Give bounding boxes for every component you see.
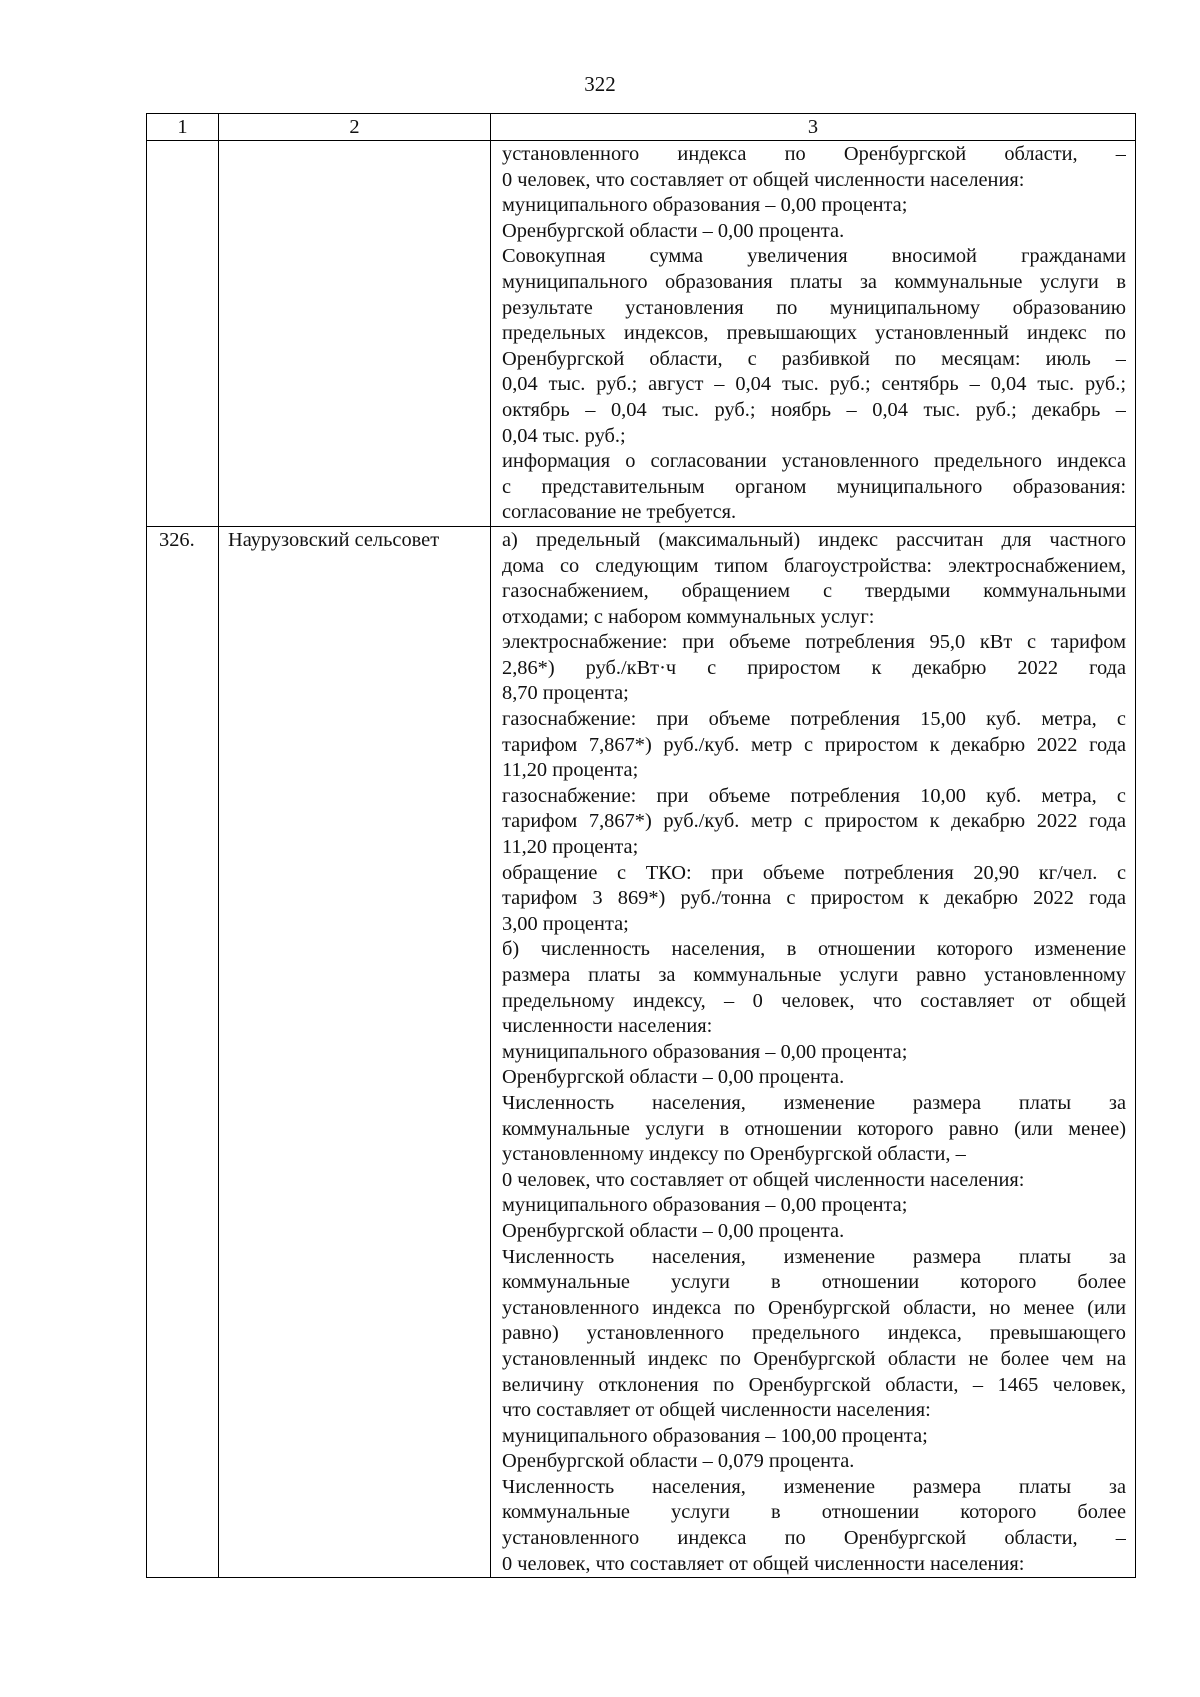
text-line: тарифом 7,867*) руб./куб. метр с приростом к декабрю 2022 года [502, 810, 1126, 833]
text-line: 3,00 процента; [502, 912, 629, 935]
text-line: муниципального образования – 0,00 процента; [502, 194, 908, 217]
text-line: Оренбургской области – 0,00 процента. [502, 1219, 845, 1242]
text-line: установленному индексу по Оренбургской области, – [502, 1143, 966, 1166]
text-line: Совокупная сумма увеличения вносимой гражданами [502, 245, 1126, 268]
text-line: Оренбургской области – 0,00 процента. [502, 219, 845, 242]
text-line: Оренбургской области – 0,079 процента. [502, 1450, 855, 1473]
column-header-2: 2 [219, 114, 491, 141]
column-header-3: 3 [491, 114, 1136, 141]
text-line: установленного индекса по Оренбургской области, но менее (или [502, 1296, 1126, 1319]
page-number: 322 [584, 72, 616, 96]
text-line: 11,20 процента; [502, 836, 639, 859]
text-line: Оренбургской области – 0,00 процента. [502, 1066, 845, 1089]
text-line: коммунальные услуги в отношении которого более [502, 1501, 1126, 1524]
municipality-name [219, 141, 491, 527]
text-line: электроснабжение: при объеме потребления 95,0 кВт с тарифом [502, 631, 1126, 654]
text-line: результате установления по муниципальному образованию [502, 296, 1126, 319]
text-line: согласование не требуется. [502, 501, 737, 524]
text-line: равно) установленного предельного индекса, превышающего [502, 1322, 1126, 1345]
table-row [147, 141, 1136, 527]
text-line: установленного индекса по Оренбургской области, – [502, 143, 1126, 165]
text-line: Численность населения, изменение размера платы за [502, 1091, 1126, 1114]
text-line: численности населения: [502, 1015, 713, 1038]
row-description [491, 141, 1136, 527]
text-line: Численность населения, изменение размера платы за [502, 1245, 1126, 1268]
text-line: муниципального образования – 0,00 процента; [502, 1194, 908, 1217]
row-number [147, 141, 219, 527]
text-line: предельных индексов, превышающих установленный индекс по [502, 322, 1126, 345]
text-line: 0 человек, что составляет от общей численности населения: [502, 168, 1025, 191]
text-line: 8,70 процента; [502, 682, 629, 705]
text-line: предельному индексу, – 0 человек, что составляет от общей [502, 989, 1126, 1012]
text-line: 0,04 тыс. руб.; [502, 424, 626, 447]
text-line: размера платы за коммунальные услуги равно установленному [502, 964, 1126, 986]
text-line: а) предельный (максимальный) индекс рассчитан для частного [502, 528, 1126, 551]
text-line: информация о согласовании установленного предельного индекса [502, 450, 1126, 473]
text-line: 0 человек, что составляет от общей численности населения: [502, 1552, 1025, 1575]
text-line: октябрь – 0,04 тыс. руб.; ноябрь – 0,04 тыс. руб.; декабрь – [502, 398, 1126, 421]
text-line: 2,86*) руб./кВт·ч с приростом к декабрю 2022 года [502, 656, 1126, 679]
text-line: с представительным органом муниципального образования: [502, 475, 1126, 498]
text-line: что составляет от общей численности населения: [502, 1399, 931, 1422]
text-line: Оренбургской области, с разбивкой по месяцам: июль – [502, 347, 1126, 370]
text-line: газоснабжением, обращением с твердыми коммунальными [502, 580, 1126, 603]
row-number: 326. [147, 526, 219, 1577]
text-line: 0,04 тыс. руб.; август – 0,04 тыс. руб.; сентябрь – 0,04 тыс. руб.; [502, 373, 1126, 396]
text-line: отходами; с набором коммунальных услуг: [502, 605, 875, 628]
text-line: б) численность населения, в отношении которого изменение [502, 938, 1126, 961]
row-description [491, 526, 1136, 1577]
text-line: величину отклонения по Оренбургской области, – 1465 человек, [502, 1373, 1126, 1396]
text-line: муниципального образования – 0,00 процента; [502, 1040, 908, 1063]
text-line: газоснабжение: при объеме потребления 15,00 куб. метра, с [502, 708, 1126, 731]
text-line: Численность населения, изменение размера платы за [502, 1475, 1126, 1498]
text-line: тарифом 7,867*) руб./куб. метр с приростом к декабрю 2022 года [502, 733, 1126, 756]
text-line: газоснабжение: при объеме потребления 10,00 куб. метра, с [502, 784, 1126, 807]
text-line: дома со следующим типом благоустройства: электроснабжением, [502, 554, 1126, 577]
text-line: муниципального образования платы за коммунальные услуги в [502, 270, 1126, 293]
text-line: 11,20 процента; [502, 759, 639, 782]
document-table [146, 113, 1136, 1578]
text-line: 0 человек, что составляет от общей численности населения: [502, 1168, 1025, 1191]
municipality-name: Наурузовский сельсовет [219, 526, 491, 1577]
text-line: тарифом 3 869*) руб./тонна с приростом к декабрю 2022 года [502, 887, 1126, 910]
text-line: коммунальные услуги в отношении которого более [502, 1271, 1126, 1294]
text-line: обращение с ТКО: при объеме потребления 20,90 кг/чел. с [502, 861, 1126, 884]
table-header-row [147, 114, 1136, 141]
text-line: коммунальные услуги в отношении которого равно (или менее) [502, 1117, 1126, 1140]
text-line: муниципального образования – 100,00 процента; [502, 1424, 928, 1447]
text-line: установленный индекс по Оренбургской области не более чем на [502, 1347, 1126, 1370]
column-header-1: 1 [147, 114, 219, 141]
text-line: установленного индекса по Оренбургской области, – [502, 1527, 1126, 1550]
table-row [147, 526, 1136, 1577]
